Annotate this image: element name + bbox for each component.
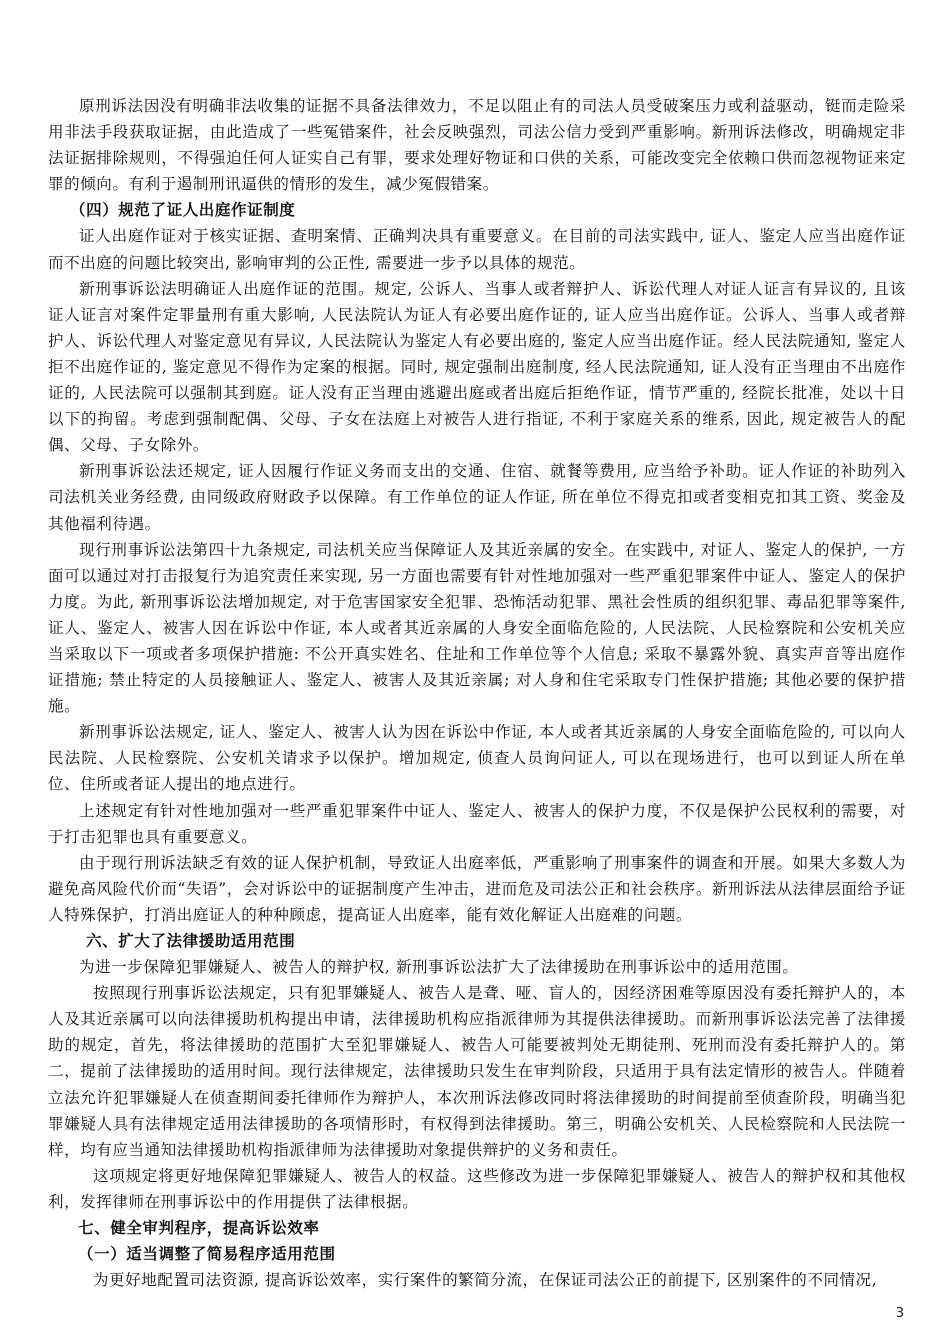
- body-paragraph: 现行刑事诉讼法第四十九条规定, 司法机关应当保障证人及其近亲属的安全。在实践中, 对证人、鉴定人的保护, 一方面可以通过对打击报复行为追究责任来实现, 另一方面也需要有针对性地加强对一些严重犯罪案件中证人、鉴定人的保护力度。为此, 新刑事诉讼法增加规定, 对于危害国家安全犯罪、恐怖活动犯罪、黑社会性质的组织犯罪、毒品犯罪等案件, 证人、鉴定人、被害人因在诉讼中作证, 本人或者其近亲属的人身安全面临危险的, 人民法院、人民检察院和公安机关应当采取以下一项或者多项保护措施: 不公开真实姓名、住址和工作单位等个人信息; 采取不暴露外貌、真实声音等出庭作证措施; 禁止特定的人员接触证人、鉴定人、被害人及其近亲属; 对人身和住宅采取专门性保护措施; 其他必要的保护措施。: [48, 540, 906, 716]
- page-number: 3: [895, 1306, 904, 1321]
- subsection-heading: （四）规范了证人出庭作证制度: [70, 201, 296, 220]
- body-paragraph: 新刑事诉讼法还规定, 证人因履行作证义务而支出的交通、住宿、就餐等费用, 应当给予补助。证人作证的补助列入司法机关业务经费, 由同级政府财政予以保障。有工作单位的证人作证, 所在单位不得克扣或者变相克扣其工资、奖金及其他福利待遇。: [48, 462, 906, 533]
- body-paragraph: 新刑事诉讼法规定, 证人、鉴定人、被害人认为因在诉讼中作证, 本人或者其近亲属的人身安全面临危险的, 可以向人民法院、人民检察院、公安机关请求予以保护。增加规定, 侦查人员询问证人, 可以在现场进行，也可以到证人所在单位、住所或者证人提出的地点进行。: [48, 723, 906, 794]
- body-paragraph: 新刑事诉讼法明确证人出庭作证的范围。规定, 公诉人、当事人或者辩护人、诉讼代理人对证人证言有异议的, 且该证人证言对案件定罪量刑有重大影响, 人民法院认为证人有必要出庭作证的, 证人应当出庭作证。公诉人、当事人或者辩护人、诉讼代理人对鉴定意见有异议, 人民法院认为鉴定人有必要出庭的, 鉴定人应当出庭作证。经人民法院通知, 鉴定人拒不出庭作证的, 鉴定意见不得作为定案的根据。同时, 规定强制出庭制度, 经人民法院通知, 证人没有正当理由不出庭作证的, 人民法院可以强制其到庭。证人没有正当理由逃避出庭或者出庭后拒绝作证，情节严重的, 经院长批准，处以十日以下的拘留。考虑到强制配偶、父母、子女在法庭上对被告人进行指证, 不利于家庭关系的维系, 因此, 规定被告人的配偶、父母、子女除外。: [48, 279, 906, 455]
- body-paragraph: 由于现行刑诉法缺乏有效的证人保护机制，导致证人出庭率低，严重影响了刑事案件的调查和开展。如果大多数人为避免高风险代价而“失语”，会对诉讼中的证据制度产生冲击，进而危及司法公正和社会秩序。新刑诉法从法律层面给予证人特殊保护，打消出庭证人的种种顾虑，提高证人出庭率，能有效化解证人出庭难的问题。: [48, 853, 906, 924]
- body-paragraph: 这项规定将更好地保障犯罪嫌疑人、被告人的权益。这些修改为进一步保障犯罪嫌疑人、被告人的辩护权和其他权利，发挥律师在刑事诉讼中的作用提供了法律根据。: [48, 1166, 906, 1211]
- section-heading: 六、扩大了法律援助适用范围: [86, 932, 296, 950]
- body-paragraph: 上述规定有针对性地加强对一些严重犯罪案件中证人、鉴定人、被害人的保护力度，不仅是保护公民权利的需要，对于打击犯罪也具有重要意义。: [48, 801, 906, 846]
- section-heading: 七、健全审判程序，提高诉讼效率: [78, 1219, 320, 1238]
- body-paragraph: 证人出庭作证对于核实证据、查明案情、正确判决具有重要意义。在目前的司法实践中, 证人、鉴定人应当出庭作证而不出庭的问题比较突出, 影响审判的公正性, 需要进一步予以具体的规范。: [48, 227, 906, 272]
- subsection-heading: （一）适当调整了简易程序适用范围: [78, 1245, 336, 1264]
- body-paragraph: 原刑诉法因没有明确非法收集的证据不具备法律效力，不足以阻止有的司法人员受破案压力或利益驱动，铤而走险采用非法手段获取证据，由此造成了一些冤错案件，社会反映强烈，司法公信力受到严重影响。新刑诉法修改，明确规定非法证据排除规则，不得强迫任何人证实自己有罪，要求处理好物证和口供的关系，可能改变完全依赖口供而忽视物证来定罪的倾向。有利于遏制刑讯逼供的情形的发生，减少冤假错案。: [48, 97, 906, 194]
- body-paragraph: 按照现行刑事诉讼法规定，只有犯罪嫌疑人、被告人是聋、哑、盲人的，因经济困难等原因没有委托辩护人的，本人及其近亲属可以向法律援助机构提出申请，法律援助机构应指派律师为其提供法律援助。而新刑事诉讼法完善了法律援助的规定，首先，将法律援助的范围扩大至犯罪嫌疑人、被告人可能要被判处无期徒刑、死刑而没有委托辩护人的。第二，提前了法律援助的适用时间。现行法律规定，法律援助只发生在审判阶段，只适用于具有法定情形的被告人。伴随着立法允许犯罪嫌疑人在侦查期间委托律师作为辩护人，本次刑诉法修改同时将法律援助的时间提前至侦查阶段，明确当犯罪嫌疑人具有法律规定适用法律援助的各项情形时，有权得到法律援助。第三，明确公安机关、人民检察院和人民法院一样，均有应当通知法律援助机构指派律师为法律援助对象提供辩护的义务和责任。: [48, 984, 906, 1159]
- body-paragraph: 为进一步保障犯罪嫌疑人、被告人的辩护权, 新刑事诉讼法扩大了法律援助在刑事诉讼中的适用范围。: [79, 958, 799, 977]
- document-body: [48, 93, 906, 1293]
- body-paragraph: 为更好地配置司法资源, 提高诉讼效率，实行案件的繁简分流，在保证司法公正的前提下, 区别案件的不同情况,: [92, 1271, 878, 1290]
